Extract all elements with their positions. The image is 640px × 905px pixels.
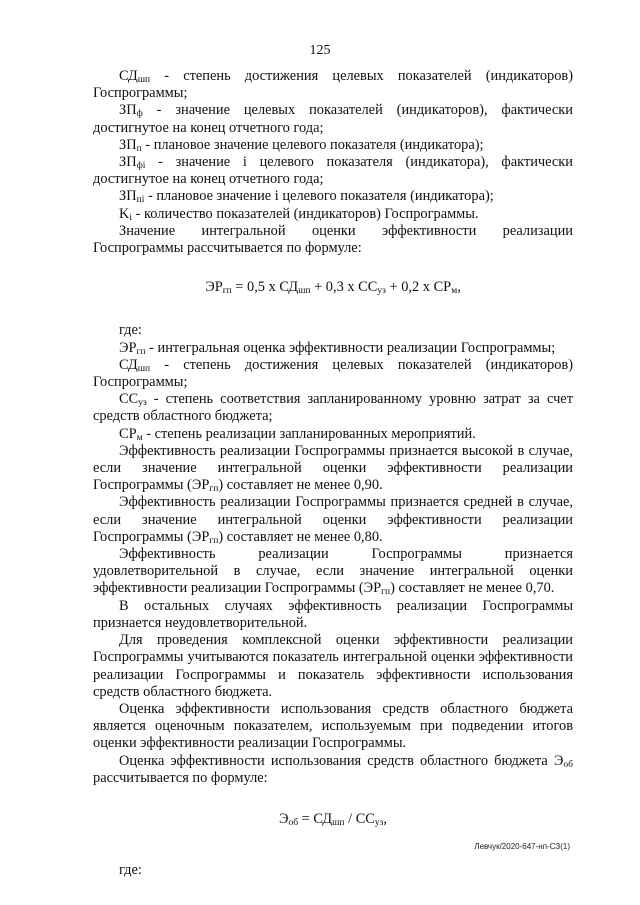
term-symbol: K — [119, 205, 130, 222]
term-subscript: уз — [138, 398, 147, 409]
paragraph-budget: Оценка эффективности использования средств областного бюджета является оценочным показателем, используемым при подведении итогов оценки эффективности реализации Госпрограммы. — [93, 700, 573, 752]
term-symbol: СС — [119, 391, 139, 408]
paragraph-text: ) составляет не менее 0,90. — [218, 477, 383, 494]
paragraph-text: Эффективность реализации Госпрограммы признается высокой в случае, если значение интегральной оценки эффективности реализации Госпрограммы (ЭР — [93, 442, 573, 494]
term-subscript: гп — [381, 587, 391, 598]
formula-subscript: уз — [377, 286, 386, 297]
where-label: где: — [119, 862, 142, 879]
formula-subscript: м — [451, 286, 458, 297]
term-subscript: i — [129, 212, 133, 223]
formula-part: Э — [278, 810, 289, 827]
definition-text: - плановое значение i целевого показателя (индикатора); — [144, 188, 494, 205]
term-symbol: СР — [119, 425, 137, 442]
term-symbol: ЭР — [119, 339, 137, 356]
document-code-footer: Левчук/2020-647-нп-СЗ(1) — [474, 842, 570, 851]
formula-subscript: об — [288, 817, 299, 828]
formula-part: + 0,2 x СР — [385, 279, 452, 296]
term-subscript: п — [136, 143, 142, 154]
term-subscript: шп — [137, 75, 151, 85]
definition-ss — [93, 391, 573, 425]
term-subscript: пi — [136, 195, 145, 206]
definition-ki — [93, 206, 573, 223]
spacer — [93, 257, 573, 279]
paragraph-unsatisfactory: В остальных случаях эффективность реализации Госпрограммы признается неудовлетворительной. — [93, 597, 573, 631]
definition-zpf — [93, 102, 573, 136]
paragraph-text: ) составляет не менее 0,70. — [390, 580, 555, 597]
term-subscript: фi — [136, 161, 146, 172]
term-subscript: шп — [137, 363, 151, 374]
definition-text: - степень реализации запланированных мероприятий. — [142, 425, 476, 442]
document-body — [93, 68, 573, 879]
paragraph-text: Эффективность реализации Госпрограммы признается средней в случае, если значение интегральной оценки эффективности реализации Госпрограммы (ЭР — [93, 494, 573, 545]
term-subscript: гп — [209, 535, 219, 546]
definition-text: - степень соответствия запланированному уровню затрат за счет средств областного бюджета; — [93, 391, 573, 425]
formula-intro-er: Значение интегральной оценки эффективности реализации Госпрограммы рассчитывается по формуле: — [93, 222, 573, 257]
paragraph-complex: Для проведения комплексной оценки эффективности реализации Госпрограммы учитываются показатель интегральной оценки эффективности реализации Госпрограммы и показатель эффективности использования средств областного бюджета. — [93, 632, 573, 700]
formula-er — [93, 279, 573, 296]
definition-text: - значение i целевого показателя (индикатора), фактически достигнутое на конец отчетного года; — [93, 154, 573, 188]
definition-sd2 — [93, 357, 573, 391]
paragraph-text: ) составляет не менее 0,80. — [218, 528, 383, 545]
formula-subscript: шп — [332, 817, 345, 828]
paragraph-medium — [93, 494, 573, 546]
formula-subscript: гп — [222, 286, 232, 297]
definition-er — [93, 340, 573, 357]
term-symbol: СД — [119, 68, 138, 84]
term-symbol: ЗП — [119, 102, 137, 119]
paragraph-text: Оценка эффективности использования средств областного бюджета Э — [119, 752, 564, 769]
term-subscript: об — [563, 759, 573, 770]
paragraph-satisfactory — [93, 546, 573, 598]
term-symbol: ЗП — [119, 136, 137, 153]
formula-subscript: уз — [374, 817, 384, 828]
spacer — [93, 296, 573, 322]
formula-part: ЭР — [205, 279, 223, 296]
formula-subscript: шп — [298, 286, 311, 297]
formula-part: , — [383, 810, 388, 827]
definition-text: - интегральная оценка эффективности реализации Госпрограммы; — [145, 339, 556, 356]
definition-sd — [93, 68, 573, 102]
spacer — [93, 787, 573, 811]
term-subscript: ф — [136, 109, 143, 120]
formula-part: = СД — [298, 810, 333, 827]
definition-sr — [93, 426, 573, 443]
formula-eob — [93, 811, 573, 828]
definition-text: - значение целевых показателей (индикаторов), фактически достигнутое на конец отчетного года; — [93, 102, 573, 136]
page-number: 125 — [309, 43, 331, 58]
term-symbol: ЗП — [119, 154, 137, 171]
definition-text: - количество показателей (индикаторов) Госпрограммы. — [132, 205, 479, 222]
definition-zpfi — [93, 154, 573, 188]
formula-part: = 0,5 x СД — [231, 279, 299, 296]
paragraph-text: Эффективность реализации Госпрограммы признается удовлетворительной в случае, если значение интегральной оценки эффективности реализации Госпрограммы (ЭР — [93, 546, 573, 597]
where-label: где: — [119, 322, 142, 339]
formula-part: / СС — [344, 810, 375, 827]
definition-text: - степень достижения целевых показателей (индикаторов) Госпрограммы; — [93, 356, 573, 391]
formula-part: , — [457, 279, 461, 296]
term-symbol: ЗП — [119, 188, 137, 205]
definition-text: - степень достижения целевых показателей (индикаторов) Госпрограммы; — [93, 68, 573, 102]
formula-part: + 0,3 x СС — [310, 279, 378, 296]
term-symbol: СД — [119, 356, 138, 373]
definition-zppi — [93, 188, 573, 205]
definition-zpp — [93, 137, 573, 154]
definition-text: - плановое значение целевого показателя (индикатора); — [141, 136, 484, 153]
paragraph-text: рассчитывается по формуле: — [93, 769, 268, 786]
paragraph-high — [93, 443, 573, 495]
term-subscript: м — [136, 432, 143, 443]
term-subscript: гп — [136, 346, 146, 357]
term-subscript: гп — [209, 484, 219, 495]
formula-intro-eob — [93, 753, 573, 787]
